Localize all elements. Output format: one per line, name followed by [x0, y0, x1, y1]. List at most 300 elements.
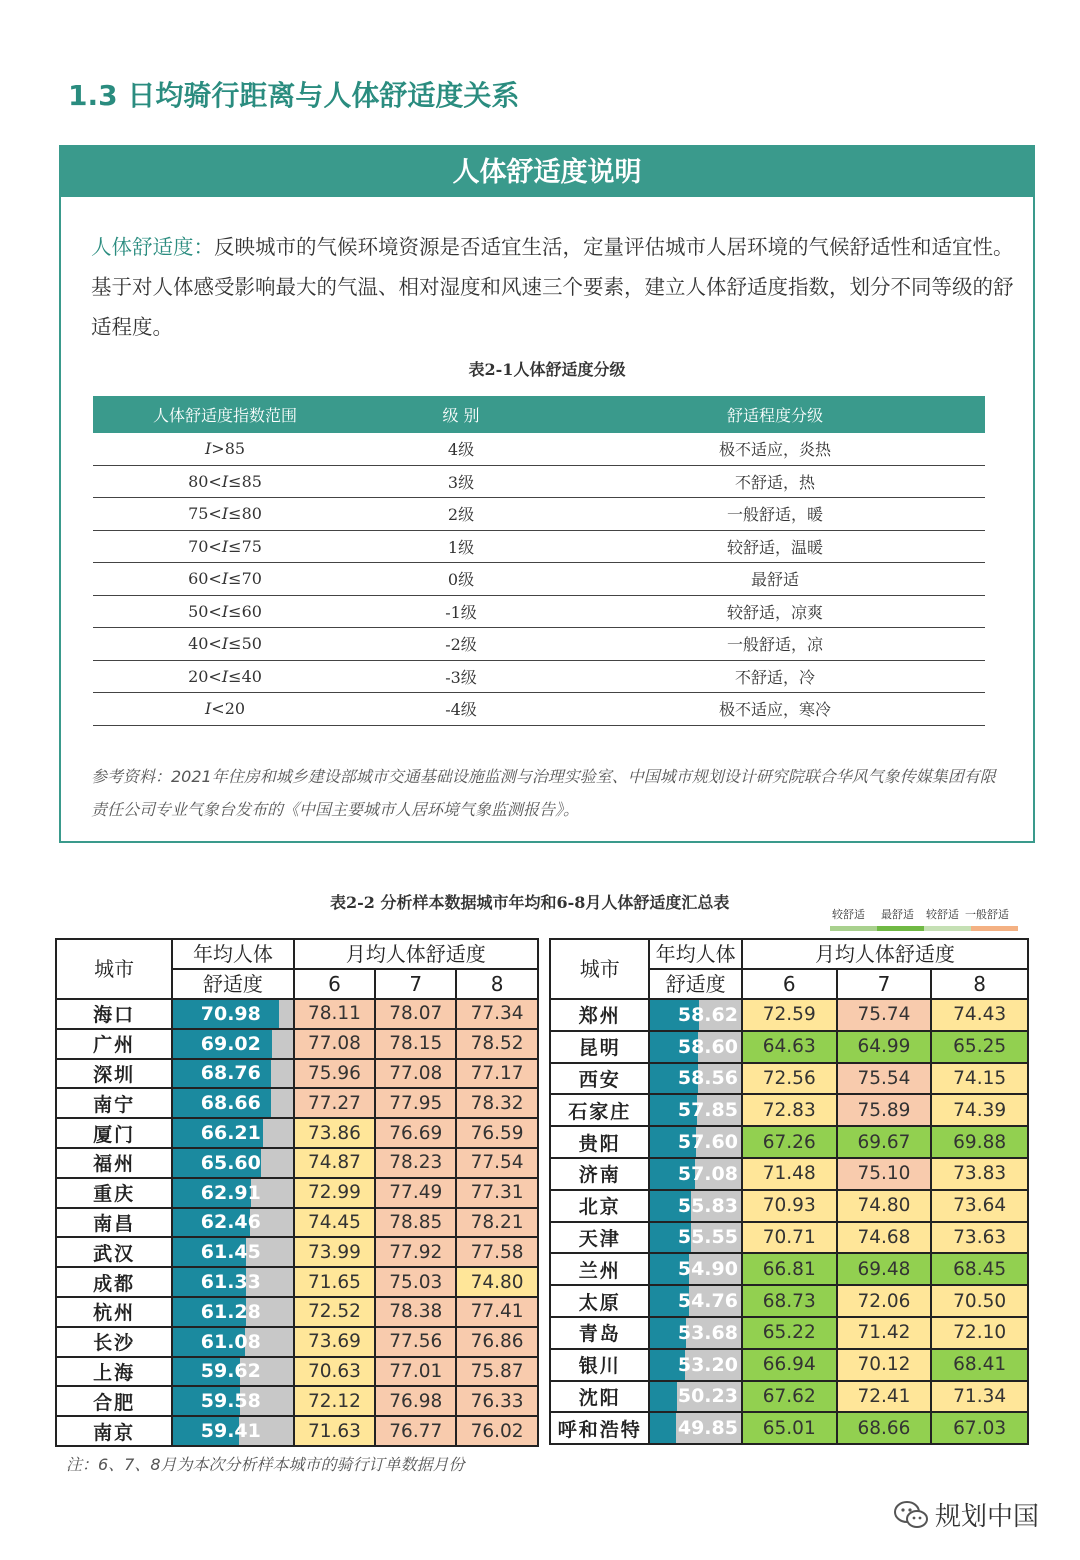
- month-value-cell: 72.10: [931, 1317, 1028, 1349]
- header-month: 8: [931, 969, 1028, 999]
- annual-bar: [650, 1413, 740, 1443]
- grade-cell: 最舒适: [565, 563, 985, 596]
- annual-value: 66.21: [200, 1122, 261, 1145]
- t1-header-grade: 舒适程度分级: [565, 396, 985, 433]
- annual-bar: [173, 1089, 292, 1117]
- month-value-cell: 78.38: [375, 1297, 456, 1327]
- annual-value: 54.90: [677, 1258, 738, 1281]
- annual-bar: [650, 1286, 740, 1316]
- table-row: [56, 1297, 538, 1327]
- header-annual-l1: 年均人体: [172, 939, 293, 969]
- city-cell: 西安: [550, 1063, 649, 1095]
- range-pre: 80<: [188, 471, 222, 491]
- table-row: [550, 1285, 1028, 1317]
- table-row: [93, 563, 985, 596]
- range-var: I: [221, 666, 229, 686]
- city-cell: 成都: [56, 1267, 172, 1297]
- table-row: [93, 628, 985, 661]
- range-cell: [93, 563, 357, 596]
- table-row: [56, 1088, 538, 1118]
- annual-value: 68.66: [200, 1092, 261, 1115]
- month-value-cell: 73.63: [931, 1222, 1028, 1254]
- annual-bar: [173, 1358, 292, 1386]
- annual-bar: [173, 1179, 292, 1207]
- month-value-cell: 65.22: [742, 1317, 837, 1349]
- month-value-cell: 78.15: [375, 1029, 456, 1059]
- table-row: [56, 1118, 538, 1148]
- city-cell: 兰州: [550, 1253, 649, 1285]
- city-cell: 呼和浩特: [550, 1412, 649, 1444]
- month-value-cell: 77.08: [375, 1059, 456, 1089]
- city-cell: 济南: [550, 1158, 649, 1190]
- table-row: [550, 1158, 1028, 1190]
- annual-cell: [649, 1190, 741, 1222]
- annual-bar: [650, 1318, 740, 1348]
- range-cell: [93, 433, 357, 465]
- annual-bar: [173, 1417, 292, 1445]
- level-cell: 4级: [357, 433, 565, 465]
- month-value-cell: 75.03: [375, 1267, 456, 1297]
- table2-title: 表2-2 分析样本数据城市年均和6-8月人体舒适度汇总表: [330, 893, 730, 912]
- annual-cell: [172, 1029, 293, 1059]
- month-value-cell: 77.27: [294, 1088, 376, 1118]
- city-cell: 厦门: [56, 1118, 172, 1148]
- annual-value: 61.45: [200, 1241, 261, 1264]
- month-value-cell: 74.68: [837, 1222, 932, 1254]
- annual-bar: [650, 1191, 740, 1221]
- annual-cell: [172, 1357, 293, 1387]
- annual-value: 58.60: [677, 1035, 738, 1058]
- city-cell: 长沙: [56, 1327, 172, 1357]
- table-row: [550, 1126, 1028, 1158]
- annual-value: 61.28: [200, 1300, 261, 1323]
- annual-value: 54.76: [677, 1290, 738, 1313]
- annual-cell: [649, 1349, 741, 1381]
- annual-cell: [649, 1063, 741, 1095]
- range-post: ≤85: [228, 471, 262, 491]
- month-value-cell: 64.99: [837, 1031, 932, 1063]
- month-value-cell: 78.32: [456, 1088, 538, 1118]
- grade-cell: 较舒适，温暖: [565, 530, 985, 563]
- month-value-cell: 72.83: [742, 1094, 837, 1126]
- month-value-cell: 75.87: [456, 1357, 538, 1387]
- table-row: [550, 1222, 1028, 1254]
- month-value-cell: 66.81: [742, 1253, 837, 1285]
- wechat-icon: [893, 1500, 929, 1530]
- annual-cell: [172, 1059, 293, 1089]
- section-title: 1.3 日均骑行距离与人体舒适度关系: [68, 79, 520, 112]
- annual-bar: [650, 1350, 740, 1380]
- level-cell: 3级: [357, 465, 565, 498]
- level-cell: -4级: [357, 693, 565, 726]
- month-value-cell: 74.87: [294, 1148, 376, 1178]
- month-value-cell: 73.64: [931, 1190, 1028, 1222]
- watermark-text: 规划中国: [935, 1502, 1040, 1532]
- annual-value: 57.08: [677, 1162, 738, 1185]
- annual-bar: [173, 1328, 292, 1356]
- table-row: [550, 1094, 1028, 1126]
- month-value-cell: 76.69: [375, 1118, 456, 1148]
- header-city: 城市: [56, 939, 172, 999]
- annual-cell: [172, 1088, 293, 1118]
- month-value-cell: 70.50: [931, 1285, 1028, 1317]
- annual-value: 53.20: [677, 1353, 738, 1376]
- month-value-cell: 72.59: [742, 999, 837, 1031]
- annual-cell: [172, 1267, 293, 1297]
- header-annual-l2: 舒适度: [649, 969, 741, 999]
- legend-swatch: [971, 926, 1018, 931]
- table-row: [550, 1317, 1028, 1349]
- legend-label: 一般舒适: [965, 908, 1009, 921]
- month-value-cell: 67.03: [931, 1412, 1028, 1444]
- city-cell: 杭州: [56, 1297, 172, 1327]
- city-cell: 青岛: [550, 1317, 649, 1349]
- annual-value: 58.56: [677, 1067, 738, 1090]
- annual-cell: [649, 1253, 741, 1285]
- table-row: [56, 1357, 538, 1387]
- grade-cell: 一般舒适，暖: [565, 498, 985, 531]
- month-value-cell: 76.86: [456, 1327, 538, 1357]
- annual-bar: [173, 1000, 292, 1028]
- month-value-cell: 77.58: [456, 1237, 538, 1267]
- month-value-cell: 77.01: [375, 1357, 456, 1387]
- table-row: [550, 1063, 1028, 1095]
- summary-table-left: [55, 938, 539, 1447]
- header-month: 6: [294, 969, 376, 999]
- annual-bar: [650, 1382, 740, 1412]
- range-cell: [93, 465, 357, 498]
- city-cell: 北京: [550, 1190, 649, 1222]
- month-value-cell: 68.45: [931, 1253, 1028, 1285]
- month-value-cell: 73.99: [294, 1237, 376, 1267]
- range-cell: [93, 628, 357, 661]
- grade-cell: 极不适应，寒冷: [565, 693, 985, 726]
- table-row: [93, 433, 985, 465]
- month-value-cell: 71.63: [294, 1416, 376, 1446]
- table-row: [56, 999, 538, 1029]
- table-row: [93, 530, 985, 563]
- month-value-cell: 72.06: [837, 1285, 932, 1317]
- range-post: ≤50: [228, 634, 262, 654]
- comfort-explanation-box: [59, 145, 1035, 843]
- month-value-cell: 72.41: [837, 1381, 932, 1413]
- month-value-cell: 69.88: [931, 1126, 1028, 1158]
- city-cell: 武汉: [56, 1237, 172, 1267]
- month-value-cell: 71.42: [837, 1317, 932, 1349]
- month-value-cell: 78.23: [375, 1148, 456, 1178]
- annual-bar: [650, 1159, 740, 1189]
- city-cell: 银川: [550, 1349, 649, 1381]
- annual-cell: [172, 1297, 293, 1327]
- annual-value: 68.76: [200, 1062, 261, 1085]
- month-value-cell: 72.56: [742, 1063, 837, 1095]
- range-post: >85: [211, 439, 246, 459]
- annual-bar: [650, 1095, 740, 1125]
- table-row: [56, 1029, 538, 1059]
- month-value-cell: 75.74: [837, 999, 932, 1031]
- table-row: [550, 1349, 1028, 1381]
- annual-bar: [173, 1060, 292, 1088]
- table-row: [56, 1327, 538, 1357]
- table-row: [56, 1416, 538, 1446]
- annual-value: 49.85: [677, 1417, 738, 1440]
- range-cell: [93, 660, 357, 693]
- header-monthly: 月均人体舒适度: [294, 939, 538, 969]
- t1-header-level: 级 别: [357, 396, 565, 433]
- range-cell: [93, 498, 357, 531]
- annual-cell: [649, 1094, 741, 1126]
- annual-cell: [649, 1285, 741, 1317]
- month-value-cell: 74.39: [931, 1094, 1028, 1126]
- month-value-cell: 77.49: [375, 1178, 456, 1208]
- header-month: 7: [375, 969, 456, 999]
- city-cell: 广州: [56, 1029, 172, 1059]
- table-row: [93, 660, 985, 693]
- month-value-cell: 66.94: [742, 1349, 837, 1381]
- month-value-cell: 69.48: [837, 1253, 932, 1285]
- annual-value: 61.08: [200, 1330, 261, 1353]
- table-row: [550, 1253, 1028, 1285]
- table-row: [93, 595, 985, 628]
- city-cell: 合肥: [56, 1386, 172, 1416]
- annual-value: 69.02: [200, 1032, 261, 1055]
- month-value-cell: 74.15: [931, 1063, 1028, 1095]
- range-post: <20: [211, 699, 246, 719]
- table-row: [56, 1267, 538, 1297]
- month-value-cell: 70.71: [742, 1222, 837, 1254]
- city-cell: 深圳: [56, 1059, 172, 1089]
- month-value-cell: 76.33: [456, 1386, 538, 1416]
- footnote: 注：6、7、8月为本次分析样本城市的骑行订单数据月份: [66, 1455, 465, 1474]
- definition-term: 人体舒适度：: [91, 235, 214, 259]
- range-pre: 50<: [188, 601, 222, 621]
- annual-cell: [172, 1118, 293, 1148]
- annual-cell: [172, 1148, 293, 1178]
- annual-cell: [172, 999, 293, 1029]
- level-cell: 0级: [357, 563, 565, 596]
- annual-bar: [173, 1119, 292, 1147]
- month-value-cell: 78.07: [375, 999, 456, 1029]
- range-var: I: [204, 439, 212, 459]
- month-value-cell: 76.59: [456, 1118, 538, 1148]
- header-month: 8: [456, 969, 538, 999]
- table-row: [550, 1381, 1028, 1413]
- table-row: [93, 465, 985, 498]
- month-value-cell: 77.08: [294, 1029, 376, 1059]
- annual-bar: [173, 1238, 292, 1266]
- range-pre: 70<: [188, 536, 222, 556]
- annual-cell: [649, 1412, 741, 1444]
- annual-bar: [173, 1268, 292, 1296]
- legend-label: 较舒适: [832, 908, 865, 921]
- month-value-cell: 72.99: [294, 1178, 376, 1208]
- month-value-cell: 72.12: [294, 1386, 376, 1416]
- comfort-grade-table: [93, 396, 985, 726]
- annual-value: 62.46: [200, 1211, 261, 1234]
- range-var: I: [221, 471, 229, 491]
- month-value-cell: 70.12: [837, 1349, 932, 1381]
- grade-cell: 不舒适，热: [565, 465, 985, 498]
- annual-value: 57.60: [677, 1131, 738, 1154]
- annual-cell: [172, 1208, 293, 1238]
- annual-cell: [649, 1158, 741, 1190]
- city-cell: 昆明: [550, 1031, 649, 1063]
- city-cell: 天津: [550, 1222, 649, 1254]
- reference-note: 参考资料：2021年住房和城乡建设部城市交通基础设施监测与治理实验室、中国城市规划设计研究院联合华风气象传媒集团有限责任公司专业气象台发布的《中国主要城市人居环境气象监测报告》。: [91, 767, 996, 819]
- annual-cell: [172, 1237, 293, 1267]
- annual-value: 62.91: [200, 1181, 261, 1204]
- range-cell: [93, 693, 357, 726]
- month-value-cell: 67.62: [742, 1381, 837, 1413]
- range-pre: 20<: [188, 666, 222, 686]
- range-post: ≤75: [228, 536, 262, 556]
- header-month: 6: [742, 969, 837, 999]
- annual-bar: [173, 1209, 292, 1237]
- annual-value: 65.60: [200, 1151, 261, 1174]
- range-cell: [93, 530, 357, 563]
- color-legend: [830, 906, 1018, 934]
- range-post: ≤40: [228, 666, 262, 686]
- month-value-cell: 78.21: [456, 1208, 538, 1238]
- city-cell: 石家庄: [550, 1094, 649, 1126]
- month-value-cell: 75.96: [294, 1059, 376, 1089]
- header-monthly: 月均人体舒适度: [742, 939, 1028, 969]
- annual-bar: [650, 1127, 740, 1157]
- month-value-cell: 65.25: [931, 1031, 1028, 1063]
- month-value-cell: 74.45: [294, 1208, 376, 1238]
- annual-cell: [172, 1416, 293, 1446]
- table-row: [56, 1178, 538, 1208]
- month-value-cell: 78.11: [294, 999, 376, 1029]
- city-cell: 重庆: [56, 1178, 172, 1208]
- range-post: ≤80: [228, 504, 262, 524]
- range-pre: 75<: [188, 504, 222, 524]
- range-var: I: [221, 569, 229, 589]
- month-value-cell: 64.63: [742, 1031, 837, 1063]
- annual-value: 55.83: [677, 1194, 738, 1217]
- annual-bar: [650, 1000, 740, 1030]
- month-value-cell: 68.73: [742, 1285, 837, 1317]
- grade-cell: 不舒适，冷: [565, 660, 985, 693]
- city-cell: 南昌: [56, 1208, 172, 1238]
- annual-bar: [650, 1254, 740, 1284]
- legend-swatch: [877, 926, 924, 931]
- box-header: 人体舒适度说明: [61, 147, 1033, 197]
- range-post: ≤70: [228, 569, 262, 589]
- month-value-cell: 75.10: [837, 1158, 932, 1190]
- month-value-cell: 70.93: [742, 1190, 837, 1222]
- city-cell: 郑州: [550, 999, 649, 1031]
- table-row: [93, 498, 985, 531]
- month-value-cell: 68.66: [837, 1412, 932, 1444]
- annual-value: 53.68: [677, 1321, 738, 1344]
- annual-bar: [650, 1223, 740, 1253]
- level-cell: -3级: [357, 660, 565, 693]
- t1-header-range: 人体舒适度指数范围: [93, 396, 357, 433]
- legend-label: 最舒适: [881, 908, 914, 921]
- definition-body: 反映城市的气候环境资源是否适宜生活，定量评估城市人居环境的气候舒适性和适宜性。基于对人体感受影响最大的气温、相对湿度和风速三个要素，建立人体舒适度指数，划分不同等级的舒适程度。: [91, 235, 1014, 339]
- table-row: [56, 1059, 538, 1089]
- month-value-cell: 77.92: [375, 1237, 456, 1267]
- range-pre: 60<: [188, 569, 222, 589]
- city-cell: 南京: [56, 1416, 172, 1446]
- range-post: ≤60: [228, 601, 262, 621]
- annual-cell: [649, 1317, 741, 1349]
- annual-cell: [649, 1031, 741, 1063]
- grade-cell: 一般舒适，凉: [565, 628, 985, 661]
- month-value-cell: 77.95: [375, 1088, 456, 1118]
- table1-title: 表2-1人体舒适度分级: [468, 360, 626, 379]
- city-cell: 上海: [56, 1357, 172, 1387]
- range-var: I: [221, 536, 229, 556]
- summary-table-right: [549, 938, 1029, 1445]
- watermark: [893, 1496, 1039, 1533]
- annual-bar: [173, 1149, 292, 1177]
- month-value-cell: 76.98: [375, 1386, 456, 1416]
- month-value-cell: 73.83: [931, 1158, 1028, 1190]
- legend-label: 较舒适: [926, 908, 959, 921]
- annual-value: 59.62: [200, 1360, 261, 1383]
- table-row: [56, 1386, 538, 1416]
- legend-swatch: [830, 926, 877, 931]
- city-cell: 海口: [56, 999, 172, 1029]
- annual-value: 59.41: [200, 1420, 261, 1443]
- month-value-cell: 76.02: [456, 1416, 538, 1446]
- city-cell: 沈阳: [550, 1381, 649, 1413]
- header-month: 7: [837, 969, 932, 999]
- month-value-cell: 74.80: [837, 1190, 932, 1222]
- month-value-cell: 69.67: [837, 1126, 932, 1158]
- level-cell: 1级: [357, 530, 565, 563]
- grade-cell: 极不适应，炎热: [565, 433, 985, 465]
- month-value-cell: 72.52: [294, 1297, 376, 1327]
- table-row: [550, 1190, 1028, 1222]
- table-row: [550, 1412, 1028, 1444]
- city-cell: 南宁: [56, 1088, 172, 1118]
- table-row: [550, 1031, 1028, 1063]
- month-value-cell: 74.43: [931, 999, 1028, 1031]
- annual-cell: [172, 1386, 293, 1416]
- annual-cell: [649, 1222, 741, 1254]
- table-row: [93, 693, 985, 726]
- annual-cell: [649, 1126, 741, 1158]
- annual-cell: [172, 1327, 293, 1357]
- month-value-cell: 76.77: [375, 1416, 456, 1446]
- header-city: 城市: [550, 939, 649, 999]
- month-value-cell: 78.85: [375, 1208, 456, 1238]
- annual-value: 58.62: [677, 1003, 738, 1026]
- legend-swatch: [924, 926, 971, 931]
- range-var: I: [221, 601, 229, 621]
- city-cell: 贵阳: [550, 1126, 649, 1158]
- annual-cell: [172, 1178, 293, 1208]
- month-value-cell: 77.31: [456, 1178, 538, 1208]
- annual-value: 50.23: [677, 1385, 738, 1408]
- annual-cell: [649, 999, 741, 1031]
- month-value-cell: 71.65: [294, 1267, 376, 1297]
- month-value-cell: 77.17: [456, 1059, 538, 1089]
- range-var: I: [204, 699, 212, 719]
- table-row: [56, 1148, 538, 1178]
- month-value-cell: 77.56: [375, 1327, 456, 1357]
- annual-value: 55.55: [677, 1226, 738, 1249]
- month-value-cell: 77.54: [456, 1148, 538, 1178]
- month-value-cell: 73.86: [294, 1118, 376, 1148]
- table-row: [56, 1237, 538, 1267]
- comfort-definition: [91, 227, 1016, 347]
- table-row: [550, 999, 1028, 1031]
- month-value-cell: 77.34: [456, 999, 538, 1029]
